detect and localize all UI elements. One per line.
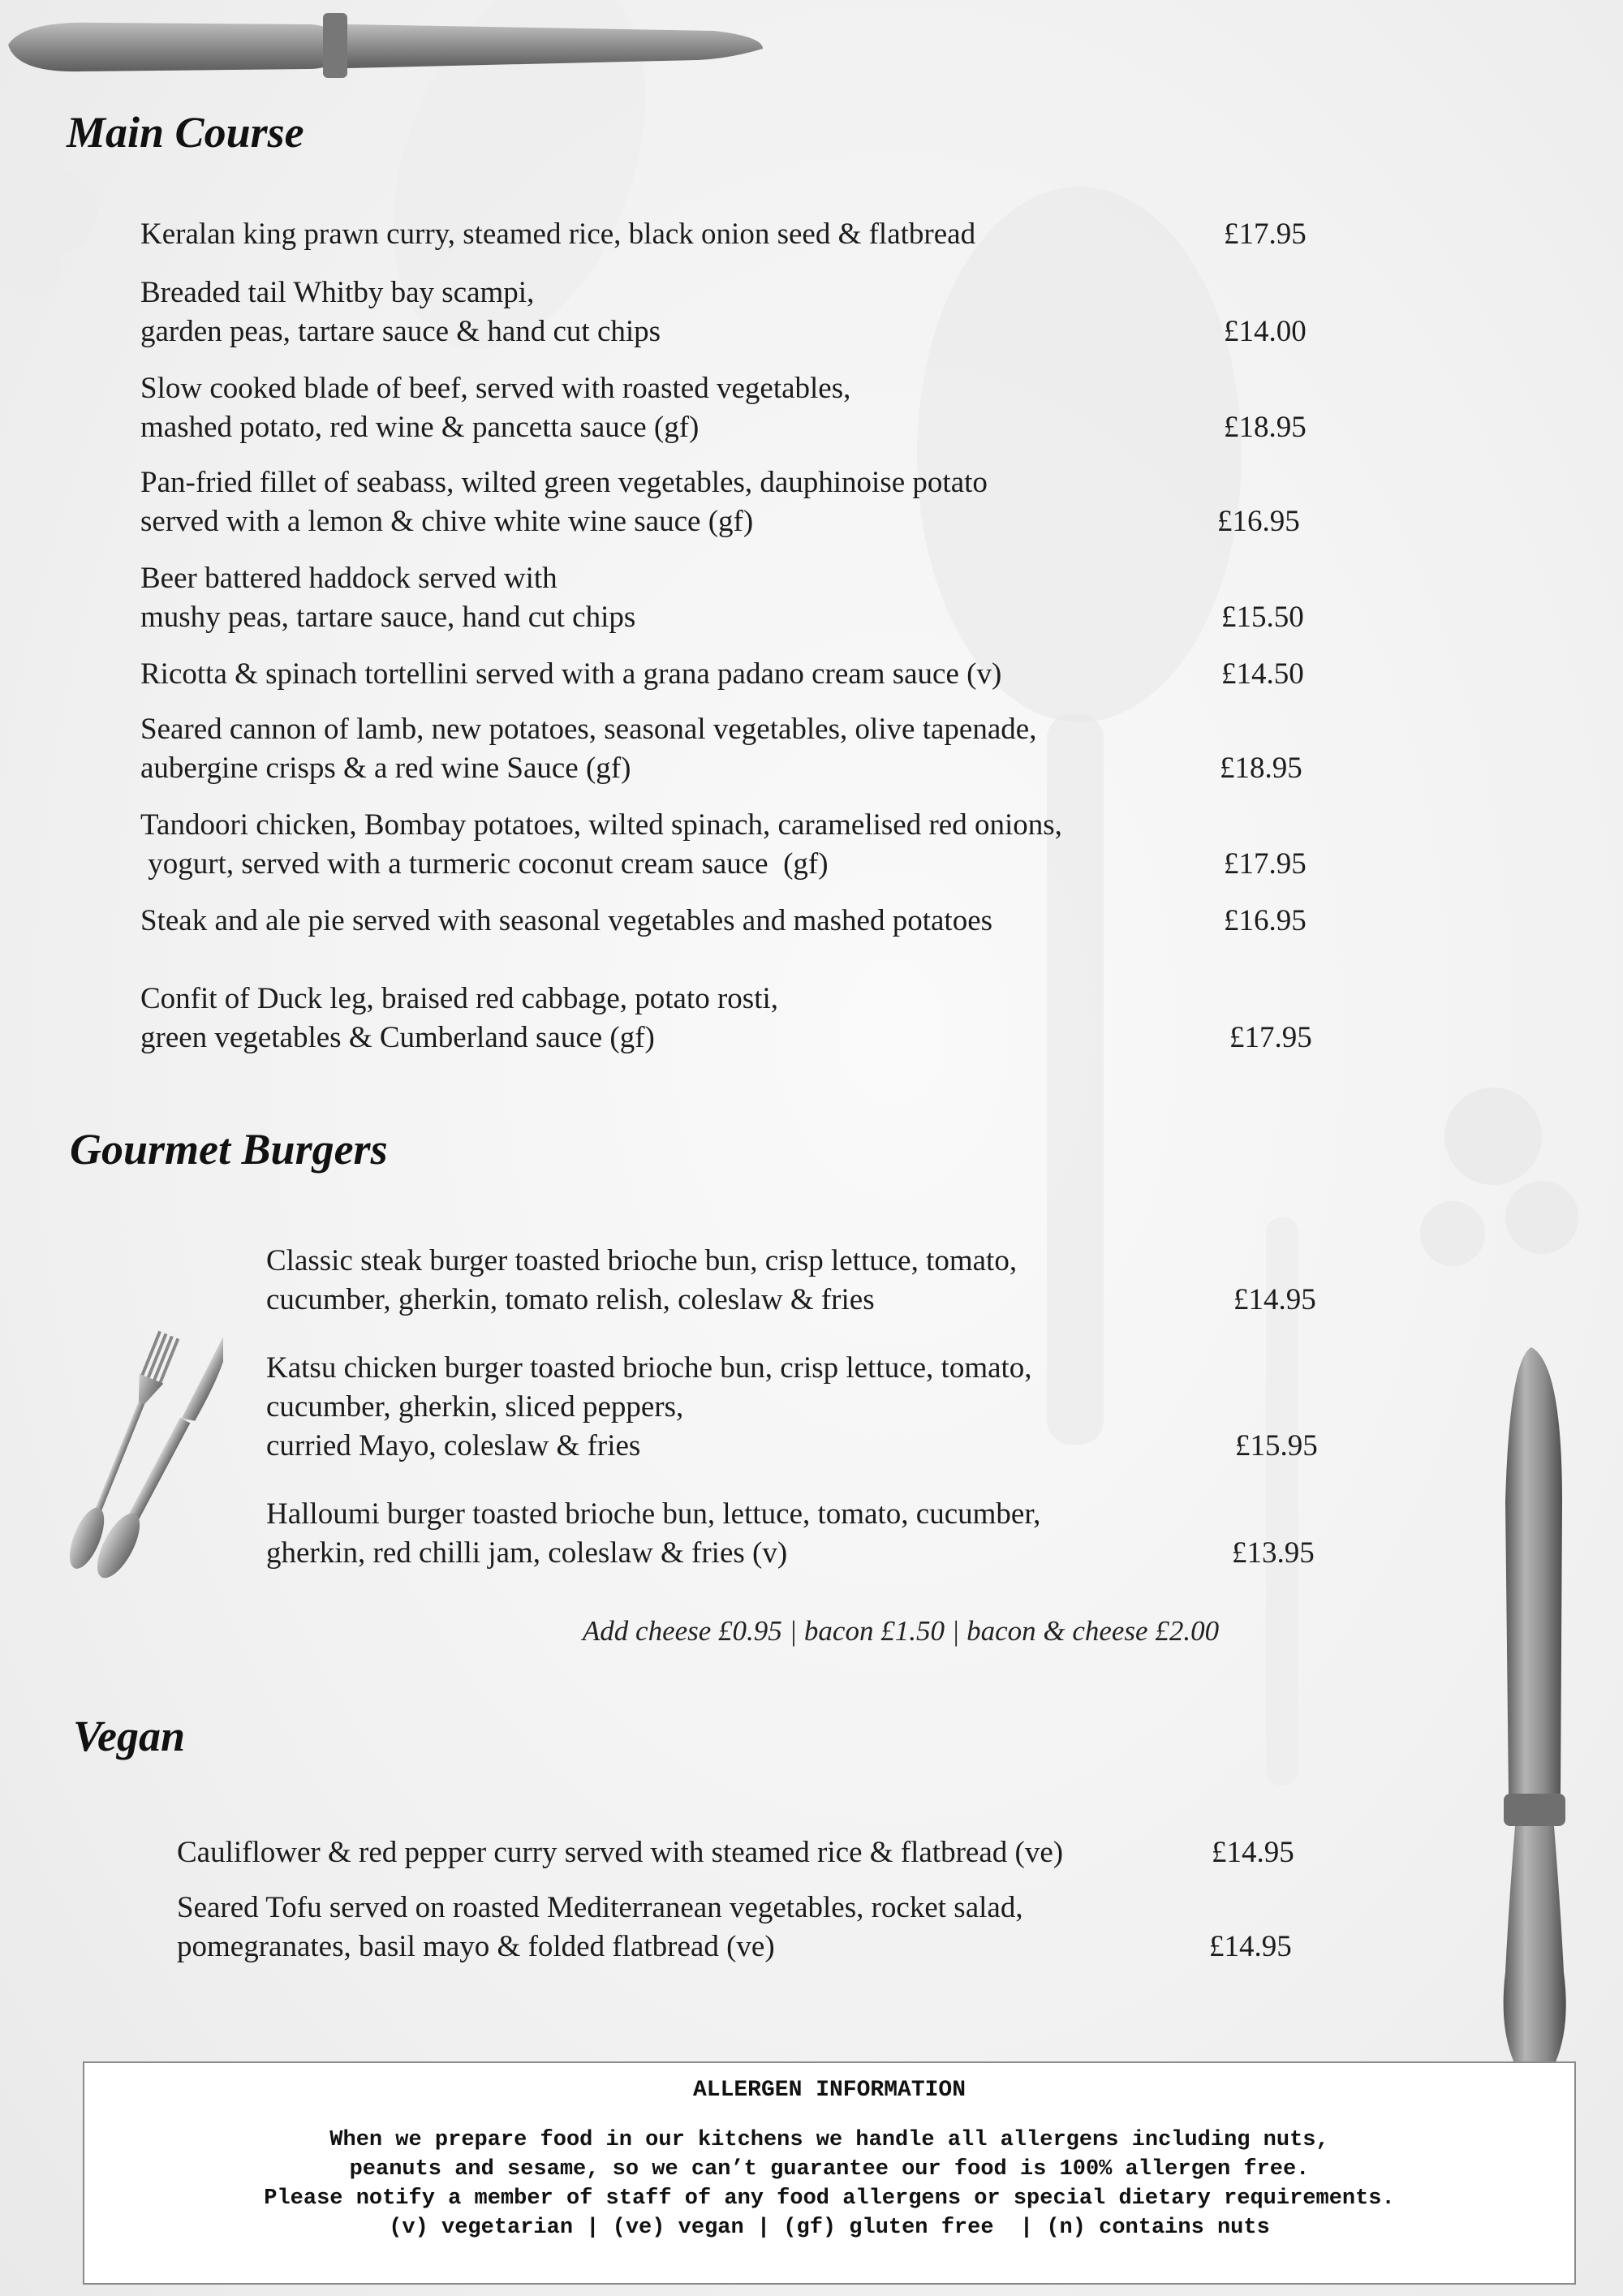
item-price: £16.95 [1217, 505, 1300, 538]
allergen-text-line: Please notify a member of staff of any food allergens or special dietary requirements. [264, 2186, 1395, 2211]
item-description: Beer battered haddock served with [140, 562, 558, 595]
item-description: Classic steak burger toasted brioche bun, crisp lettuce, tomato, [266, 1244, 1018, 1277]
item-description: Ricotta & spinach tortellini served with a grana padano cream sauce (v) [140, 657, 1002, 691]
item-description: Confit of Duck leg, braised red cabbage, potato rosti, [140, 982, 779, 1015]
item-price: £14.50 [1221, 657, 1304, 691]
menu-item [140, 902, 992, 941]
item-description: garden peas, tartare sauce & hand cut chips [140, 315, 661, 348]
item-description: cucumber, gherkin, tomato relish, coleslaw & fries [266, 1283, 875, 1316]
item-description: cucumber, gherkin, sliced peppers, [266, 1390, 684, 1424]
section-title-vegan: Vegan [73, 1712, 186, 1760]
item-description: pomegranates, basil mayo & folded flatbread (ve) [177, 1930, 775, 1963]
menu-item [140, 710, 1036, 788]
item-description: Seared cannon of lamb, new potatoes, seasonal vegetables, olive tapenade, [140, 713, 1037, 746]
item-description: Tandoori chicken, Bombay potatoes, wilted spinach, caramelised red onions, [140, 808, 1062, 842]
menu-item [140, 369, 850, 447]
item-description: served with a lemon & chive white wine sauce (gf) [140, 505, 754, 538]
item-price: £16.95 [1224, 904, 1307, 937]
item-description: green vegetables & Cumberland sauce (gf) [140, 1021, 655, 1054]
item-price: £17.95 [1229, 1021, 1312, 1054]
item-price: £14.95 [1233, 1283, 1316, 1316]
item-price: £17.95 [1224, 218, 1307, 251]
menu-item [266, 1242, 1017, 1320]
menu-item [140, 559, 635, 637]
vertical-knife-image [1473, 1339, 1603, 2143]
item-price: £18.95 [1224, 411, 1307, 444]
item-description: yogurt, served with a turmeric coconut cream sauce (gf) [140, 847, 829, 881]
item-description: Steak and ale pie served with seasonal vegetables and mashed potatoes [140, 904, 993, 937]
item-price: £14.00 [1224, 315, 1307, 348]
item-description: mashed potato, red wine & pancetta sauce (gf) [140, 411, 700, 444]
item-price: £14.95 [1209, 1930, 1292, 1963]
item-price: £14.95 [1212, 1836, 1294, 1869]
menu-item [140, 655, 1001, 694]
item-description: curried Mayo, coleslaw & fries [266, 1429, 641, 1462]
menu-item [177, 1889, 1023, 1966]
item-price: £18.95 [1220, 752, 1302, 785]
section-title-gourmet-burgers: Gourmet Burgers [70, 1125, 388, 1174]
allergen-title: ALLERGEN INFORMATION [692, 2078, 966, 2103]
menu-item [266, 1349, 1032, 1466]
item-price: £17.95 [1224, 847, 1307, 881]
item-description: Pan-fried fillet of seabass, wilted green vegetables, dauphinoise potato [140, 466, 988, 499]
allergen-legend: (v) vegetarian | (ve) vegan | (gf) gluten free | (n) contains nuts [389, 2216, 1270, 2240]
allergen-text-line: When we prepare food in our kitchens we handle all allergens including nuts, [329, 2128, 1329, 2152]
item-description: gherkin, red chilli jam, coleslaw & fries (v) [266, 1536, 788, 1570]
allergen-text-line: peanuts and sesame, so we can’t guarantee our food is 100% allergen free. [349, 2157, 1310, 2182]
item-description: Katsu chicken burger toasted brioche bun, crisp lettuce, tomato, [266, 1351, 1032, 1385]
burger-extras-note: Add cheese £0.95 | bacon £1.50 | bacon & cheese £2.00 [582, 1615, 1220, 1647]
item-description: Keralan king prawn curry, steamed rice, black onion seed & flatbread [140, 218, 976, 251]
allergen-info-box [83, 2061, 1576, 2285]
menu-item [140, 806, 1062, 884]
item-price: £15.50 [1221, 601, 1304, 634]
menu-item [140, 274, 661, 351]
item-price: £13.95 [1232, 1536, 1315, 1570]
item-description: Slow cooked blade of beef, served with roasted vegetables, [140, 372, 851, 405]
section-title-main-course: Main Course [67, 108, 304, 157]
item-price: £15.95 [1235, 1429, 1318, 1462]
item-description: Seared Tofu served on roasted Mediterranean vegetables, rocket salad, [177, 1891, 1023, 1924]
fork-knife-image [45, 1315, 223, 1607]
item-description: Breaded tail Whitby bay scampi, [140, 276, 535, 309]
item-description: Cauliflower & red pepper curry served with steamed rice & flatbread (ve) [177, 1836, 1064, 1869]
menu-item [140, 463, 988, 541]
item-description: Halloumi burger toasted brioche bun, lettuce, tomato, cucumber, [266, 1497, 1041, 1531]
item-description: aubergine crisps & a red wine Sauce (gf) [140, 752, 631, 785]
menu-item [140, 980, 778, 1058]
top-knife-image [0, 0, 779, 89]
menu-item [140, 215, 975, 254]
item-description: mushy peas, tartare sauce, hand cut chips [140, 601, 636, 634]
menu-item [266, 1495, 1040, 1573]
menu-item [177, 1833, 1063, 1872]
